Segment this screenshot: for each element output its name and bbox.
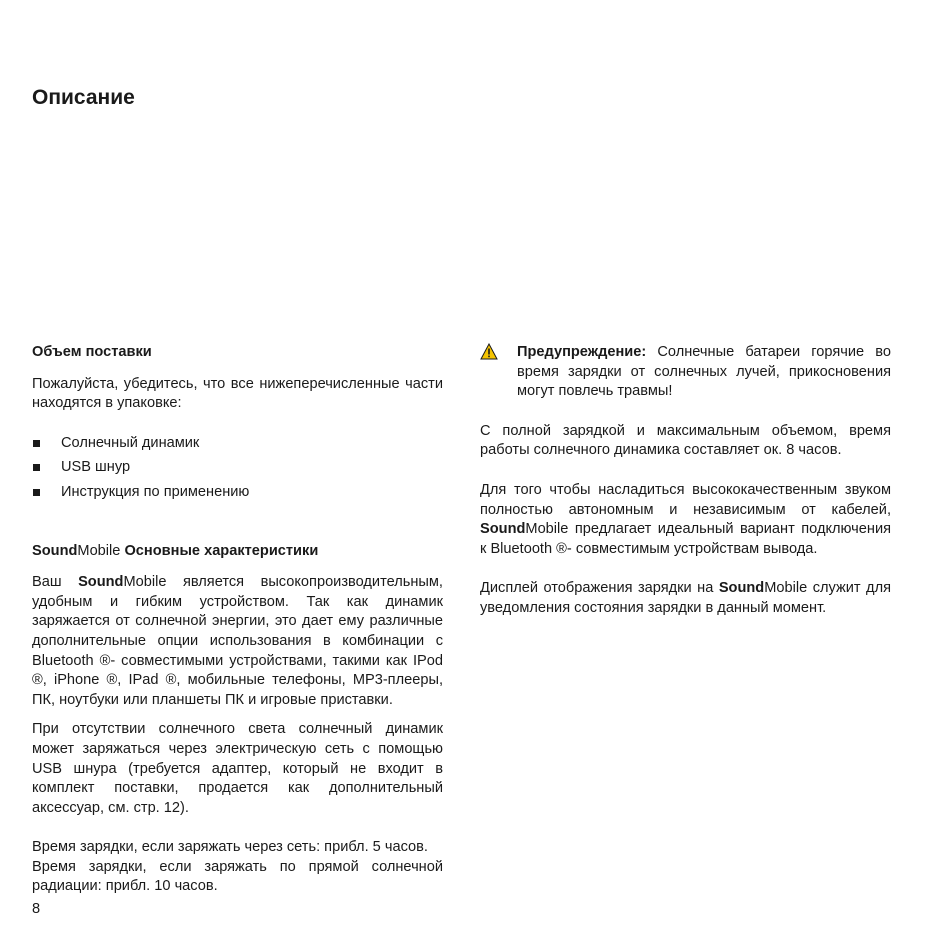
list-item: USB шнур bbox=[32, 458, 443, 478]
left-column bbox=[32, 343, 443, 897]
bullet-square-icon bbox=[33, 440, 40, 447]
contents-heading: Объем поставки bbox=[32, 344, 152, 360]
contents-intro: Пожалуйста, убедитесь, что все нижеперечисленные части находятся в упаковке: bbox=[32, 375, 443, 412]
bullet-square-icon bbox=[33, 464, 40, 471]
features-heading: SoundMobile Основные характеристики bbox=[32, 542, 319, 559]
runtime-paragraph: С полной зарядкой и максимальным объемом, время работы солнечного динамика составляет ок. 8 часов. bbox=[480, 422, 891, 459]
right-column bbox=[480, 343, 891, 619]
warning-block bbox=[480, 343, 891, 402]
charge-time-mains: Время зарядки, если заряжать через сеть: прибл. 5 часов. bbox=[32, 839, 428, 856]
warning-triangle-icon bbox=[480, 343, 498, 360]
warning-text: Предупреждение: Солнечные батареи горячие во время зарядки от солнечных лучей, прикосновения могут повлечь травмы! bbox=[517, 344, 891, 400]
page-number: 8 bbox=[32, 901, 41, 917]
contents-list bbox=[32, 434, 443, 503]
features-paragraph-2: При отсутствии солнечного света солнечный динамик может заряжаться через электрическую сеть с помощью USB шнура (требуется адаптер, который не входит в комплект поставки, продается как дополнительный аксессуар, см. стр. 12). bbox=[32, 721, 443, 816]
list-item: Инструкция по применению bbox=[32, 483, 443, 503]
features-paragraph-1: Ваш SoundMobile является высокопроизводительным, удобным и гибким устройством. Так как динамик заряжается от солнечной энергии, это дает ему различные дополнительные опции использования в комбинации с Bluetooth ®- совместимыми устройствами, такими как IPod ®, iPhone ®, IPad ®, мобильные телефоны, MP3-плееры, ПК, ноутбуки или планшеты ПК и игровые приставки. bbox=[32, 574, 443, 708]
page-title: Описание bbox=[32, 86, 135, 109]
display-paragraph: Дисплей отображения зарядки на SoundMobile служит для уведомления состояния зарядки в данный момент. bbox=[480, 580, 891, 616]
bluetooth-paragraph: Для того чтобы насладиться высококачественным звуком полностью автономным и независимым от кабелей, SoundMobile предлагает идеальный вариант подключения к Bluetooth ®- совместимым устройствам вывода. bbox=[480, 481, 891, 557]
bullet-square-icon bbox=[33, 489, 40, 496]
charge-time-solar: Время зарядки, если заряжать по прямой солнечной радиации: прибл. 10 часов. bbox=[32, 858, 443, 895]
list-item: Солнечный динамик bbox=[32, 434, 443, 454]
